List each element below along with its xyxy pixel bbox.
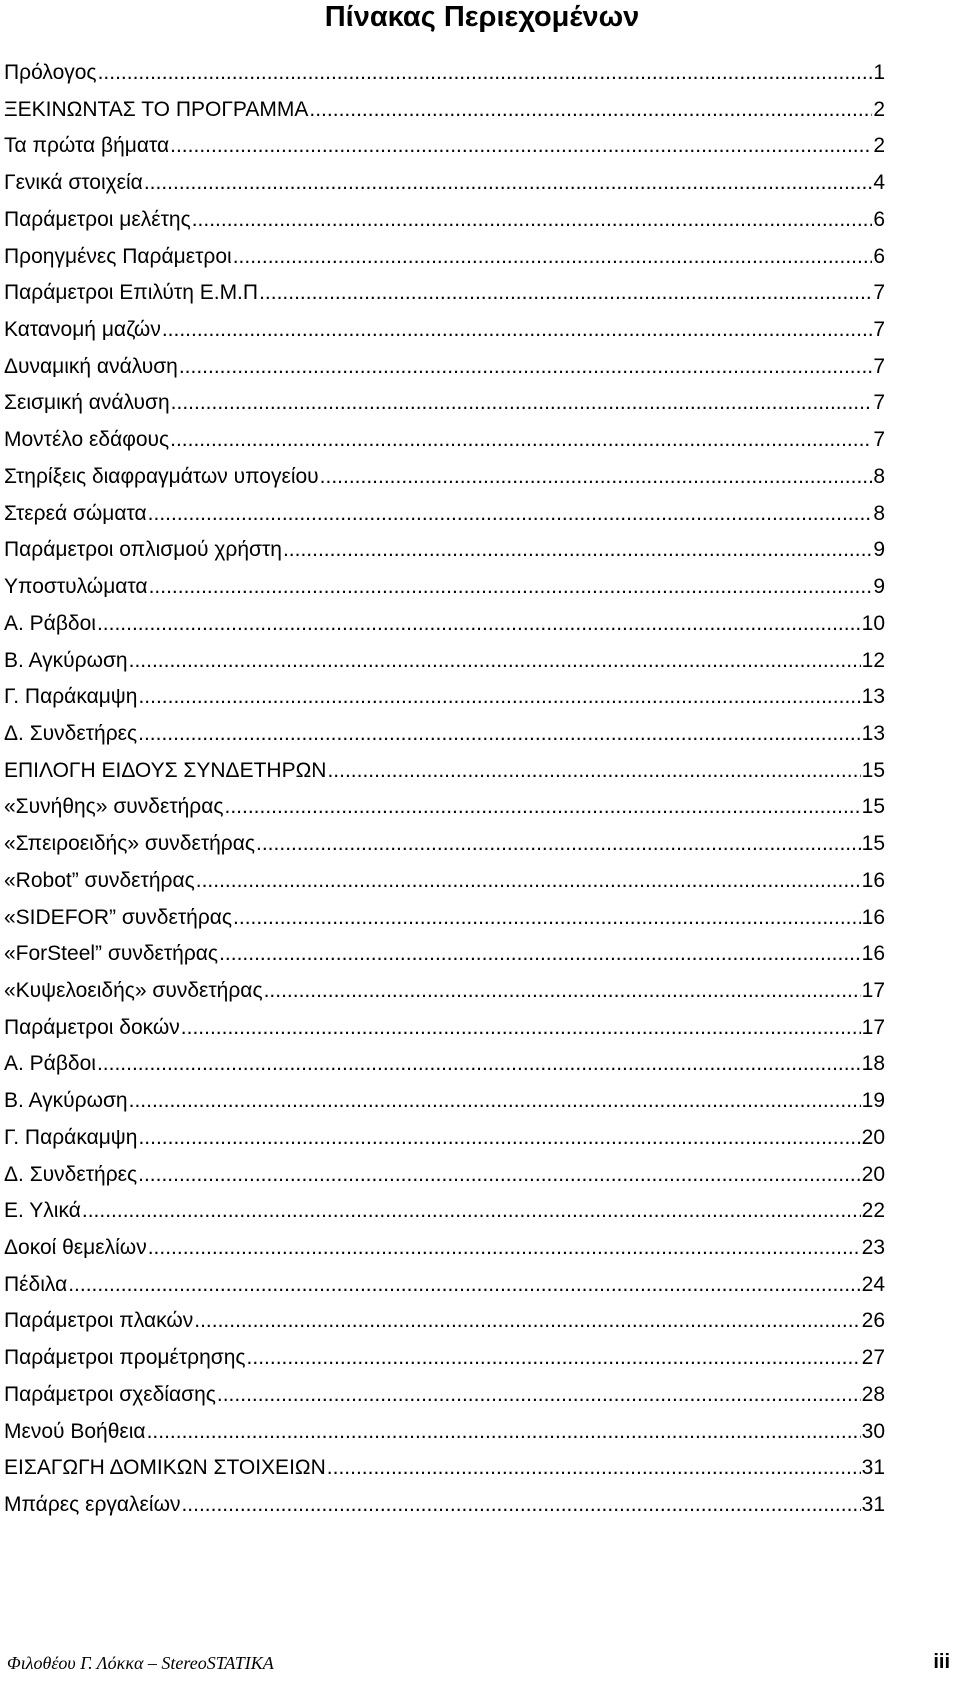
toc-entry-page-number: 19 — [861, 1089, 885, 1112]
toc-entry-label: Β. Αγκύρωση — [4, 649, 128, 672]
toc-entry-label: Μοντέλο εδάφους — [4, 428, 170, 451]
toc-entry-page-number: 10 — [861, 612, 885, 635]
toc-entry-page-number: 7 — [873, 281, 885, 304]
toc-entry[interactable] — [4, 87, 885, 123]
toc-dot-leader — [148, 1235, 861, 1261]
toc-entry-page-number: 2 — [873, 98, 885, 121]
toc-entry[interactable] — [4, 1225, 885, 1261]
toc-entry-page-number: 7 — [873, 428, 885, 451]
toc-entry[interactable] — [4, 307, 885, 343]
toc-dot-leader — [144, 170, 873, 196]
toc-entry[interactable] — [4, 1409, 885, 1445]
toc-entry-label: ΕΙΣΑΓΩΓΗ ΔΟΜΙΚΩΝ ΣΤΟΙΧΕΙΩΝ — [4, 1456, 326, 1479]
toc-entry-page-number: 6 — [873, 208, 885, 231]
toc-entry-page-number: 16 — [861, 869, 885, 892]
toc-dot-leader — [181, 1015, 861, 1041]
toc-entry[interactable] — [4, 417, 885, 453]
toc-entry-page-number: 2 — [873, 134, 885, 157]
toc-entry-page-number: 30 — [861, 1420, 885, 1443]
toc-dot-leader — [138, 1125, 860, 1151]
toc-entry[interactable] — [4, 491, 885, 527]
toc-entry[interactable] — [4, 1152, 885, 1188]
toc-dot-leader — [129, 1088, 861, 1114]
toc-dot-leader — [219, 941, 861, 967]
toc-entry-label: Α. Ράβδοι — [4, 1052, 96, 1075]
toc-entry-label: «Συνήθης» συνδετήρας — [4, 795, 224, 818]
toc-entry-label: «ForSteel” συνδετήρας — [4, 942, 219, 965]
toc-dot-leader — [233, 244, 873, 270]
toc-dot-leader — [162, 317, 872, 343]
toc-entry[interactable] — [4, 527, 885, 563]
toc-dot-leader — [148, 501, 873, 527]
toc-entry-label: Γ. Παράκαμψη — [4, 1126, 138, 1149]
toc-entry[interactable] — [4, 234, 885, 270]
toc-dot-leader — [147, 1419, 861, 1445]
toc-dot-leader — [170, 133, 872, 159]
toc-entry[interactable] — [4, 1372, 885, 1408]
toc-entry-label: Πέδιλα — [4, 1273, 68, 1296]
toc-dot-leader — [149, 574, 873, 600]
toc-entry-label: Δοκοί θεμελίων — [4, 1236, 147, 1259]
toc-entry[interactable] — [4, 454, 885, 490]
toc-entry-page-number: 16 — [861, 906, 885, 929]
toc-entry[interactable] — [4, 564, 885, 600]
toc-entry[interactable] — [4, 1041, 885, 1077]
toc-dot-leader — [196, 868, 861, 894]
toc-entry[interactable] — [4, 123, 885, 159]
toc-dot-leader — [129, 648, 861, 674]
toc-entry-label: «Robot” συνδετήρας — [4, 869, 195, 892]
toc-entry-page-number: 8 — [873, 502, 885, 525]
toc-dot-leader — [98, 60, 873, 86]
toc-entry-page-number: 17 — [861, 979, 885, 1002]
footer-author-text: Φιλοθέου Γ. Λόκκα – StereoSTATIKA — [7, 1653, 274, 1673]
toc-dot-leader — [320, 464, 873, 490]
toc-dot-leader — [247, 1345, 861, 1371]
toc-dot-leader — [283, 537, 872, 563]
toc-entry-page-number: 12 — [861, 649, 885, 672]
toc-entry[interactable] — [4, 1115, 885, 1151]
toc-entry-page-number: 23 — [861, 1236, 885, 1259]
toc-entry[interactable] — [4, 784, 885, 820]
toc-entry-label: Υποστυλώματα — [4, 575, 148, 598]
toc-entry-label: Παράμετροι μελέτης — [4, 208, 191, 231]
toc-dot-leader — [97, 1051, 861, 1077]
toc-entry[interactable] — [4, 1078, 885, 1114]
toc-entry[interactable] — [4, 1005, 885, 1041]
toc-entry-label: Παράμετροι προμέτρησης — [4, 1346, 246, 1369]
toc-dot-leader — [179, 354, 872, 380]
toc-dot-leader — [256, 831, 861, 857]
toc-entry-label: Τα πρώτα βήματα — [4, 134, 170, 157]
toc-entry-label: ΕΠΙΛΟΓΗ ΕΙΔΟΥΣ ΣΥΝΔΕΤΗΡΩΝ — [4, 759, 327, 782]
toc-dot-leader — [217, 1382, 861, 1408]
toc-entry-label: Ε. Υλικά — [4, 1199, 81, 1222]
toc-entry-label: Πρόλογος — [4, 61, 97, 84]
toc-entry[interactable] — [4, 1188, 885, 1224]
toc-entry-page-number: 20 — [861, 1126, 885, 1149]
toc-entry-label: Μενού Βοήθεια — [4, 1420, 146, 1443]
toc-entry[interactable] — [4, 858, 885, 894]
toc-entry[interactable] — [4, 895, 885, 931]
toc-entry[interactable] — [4, 1482, 885, 1518]
toc-dot-leader — [264, 978, 861, 1004]
toc-dot-leader — [309, 97, 872, 123]
toc-entry-page-number: 24 — [861, 1273, 885, 1296]
toc-dot-leader — [192, 207, 873, 233]
toc-entry-page-number: 6 — [873, 245, 885, 268]
toc-entry[interactable] — [4, 674, 885, 710]
toc-entry[interactable] — [4, 1445, 885, 1481]
toc-entry[interactable] — [4, 197, 885, 233]
toc-entry[interactable] — [4, 344, 885, 380]
toc-dot-leader — [233, 905, 861, 931]
toc-entry[interactable] — [4, 748, 885, 784]
toc-entry-page-number: 27 — [861, 1346, 885, 1369]
toc-dot-leader — [327, 1455, 861, 1481]
toc-title — [0, 0, 960, 34]
toc-entry-label: «Κυψελοειδής» συνδετήρας — [4, 979, 263, 1002]
toc-entry[interactable] — [4, 1335, 885, 1371]
toc-entry[interactable] — [4, 1298, 885, 1334]
toc-dot-leader — [225, 794, 861, 820]
toc-entry-label: Στηρίξεις διαφραγμάτων υπογείου — [4, 465, 319, 488]
toc-entry[interactable] — [4, 160, 885, 196]
toc-entry-label: Σεισμική ανάλυση — [4, 391, 170, 414]
toc-entry-page-number: 8 — [873, 465, 885, 488]
toc-dot-leader — [138, 1162, 861, 1188]
toc-dot-leader — [194, 1308, 860, 1334]
toc-dot-leader — [138, 684, 860, 710]
toc-entry-label: «SIDEFOR” συνδετήρας — [4, 906, 233, 929]
toc-title-text: Πίνακας Περιεχομένων — [324, 1, 640, 33]
toc-entry-page-number: 20 — [861, 1163, 885, 1186]
toc-entry-label: Δ. Συνδετήρες — [4, 722, 138, 745]
toc-entry-page-number: 7 — [873, 391, 885, 414]
toc-entry-label: Κατανομή μαζών — [4, 318, 161, 341]
toc-dot-leader — [259, 280, 872, 306]
toc-entry-page-number: 18 — [861, 1052, 885, 1075]
toc-entry-page-number: 9 — [873, 538, 885, 561]
toc-entry-page-number: 26 — [861, 1309, 885, 1332]
toc-dot-leader — [68, 1272, 860, 1298]
toc-entry-page-number: 31 — [861, 1493, 885, 1516]
toc-dot-leader — [138, 721, 861, 747]
toc-dot-leader — [82, 1198, 861, 1224]
toc-entry[interactable] — [4, 711, 885, 747]
toc-entry-label: Παράμετροι Επιλύτη Ε.Μ.Π — [4, 281, 259, 304]
toc-entry-page-number: 7 — [873, 355, 885, 378]
toc-entry-page-number: 31 — [861, 1456, 885, 1479]
toc-entry[interactable] — [4, 380, 885, 416]
toc-entry[interactable] — [4, 50, 885, 86]
toc-entry-page-number: 28 — [861, 1383, 885, 1406]
toc-entry[interactable] — [4, 601, 885, 637]
toc-entry-label: Στερεά σώματα — [4, 502, 147, 525]
toc-entry[interactable] — [4, 821, 885, 857]
toc-entry-label: Παράμετροι σχεδίασης — [4, 1383, 216, 1406]
toc-entry-page-number: 9 — [873, 575, 885, 598]
toc-entry-label: Γ. Παράκαμψη — [4, 685, 138, 708]
toc-entry-page-number: 15 — [861, 795, 885, 818]
page-footer — [0, 1641, 960, 1681]
toc-dot-leader — [170, 427, 872, 453]
toc-entry[interactable] — [4, 270, 885, 306]
toc-entry-page-number: 22 — [861, 1199, 885, 1222]
toc-entry-label: Μπάρες εργαλείων — [4, 1493, 181, 1516]
toc-entry-label: «Σπειροειδής» συνδετήρας — [4, 832, 256, 855]
toc-entry-label: Προηγμένες Παράμετροι — [4, 245, 232, 268]
toc-dot-leader — [327, 758, 860, 784]
toc-dot-leader — [181, 1492, 860, 1518]
toc-entry-page-number: 15 — [861, 832, 885, 855]
toc-dot-leader — [97, 611, 861, 637]
toc-entry-label: Α. Ράβδοι — [4, 612, 96, 635]
toc-entry-page-number: 16 — [861, 942, 885, 965]
toc-entry-label: Γενικά στοιχεία — [4, 171, 143, 194]
toc-entry-label: Παράμετροι πλακών — [4, 1309, 194, 1332]
toc-entry-page-number: 1 — [873, 61, 885, 84]
footer-page-number: iii — [933, 1651, 950, 1673]
toc-entry[interactable] — [4, 1262, 885, 1298]
toc-dot-leader — [171, 390, 873, 416]
toc-entry[interactable] — [4, 968, 885, 1004]
toc-entry[interactable] — [4, 931, 885, 967]
toc-entry-label: ΞΕΚΙΝΩΝΤΑΣ ΤΟ ΠΡΟΓΡΑΜΜΑ — [4, 98, 309, 121]
toc-entry-page-number: 15 — [861, 759, 885, 782]
toc-entry-page-number: 13 — [861, 722, 885, 745]
toc-entry-label: Δυναμική ανάλυση — [4, 355, 178, 378]
toc-entry[interactable] — [4, 638, 885, 674]
toc-entry-page-number: 7 — [873, 318, 885, 341]
toc-entry-label: Δ. Συνδετήρες — [4, 1163, 138, 1186]
toc-entry-page-number: 4 — [873, 171, 885, 194]
toc-entry-label: Παράμετροι οπλισμού χρήστη — [4, 538, 282, 561]
toc-entry-label: Β. Αγκύρωση — [4, 1089, 128, 1112]
toc-entry-label: Παράμετροι δοκών — [4, 1016, 180, 1039]
toc-entry-page-number: 17 — [861, 1016, 885, 1039]
toc-entry-page-number: 13 — [861, 685, 885, 708]
